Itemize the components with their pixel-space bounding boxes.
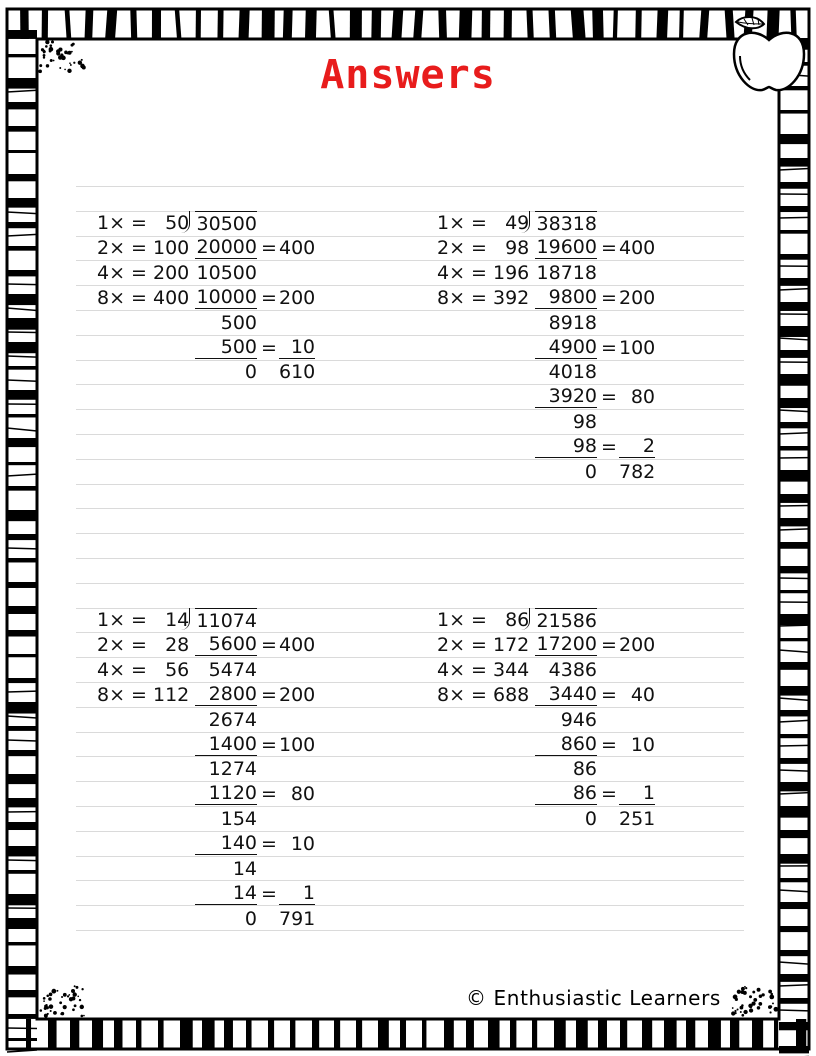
- remainder: 4386: [548, 658, 597, 681]
- equals-sign: =: [601, 236, 617, 259]
- equals-sign: =: [261, 336, 277, 359]
- partial-quotient: 400: [619, 236, 656, 259]
- subtracted-product: 3920: [535, 385, 597, 408]
- partial-quotient: 80: [630, 386, 655, 409]
- equals-sign: =: [601, 336, 617, 359]
- page-title: Answers: [320, 52, 496, 98]
- subtracted-product: 140: [195, 832, 257, 855]
- remainder: 4018: [548, 361, 597, 384]
- partial-quotient: 400: [279, 236, 316, 259]
- equals-sign: =: [261, 833, 277, 856]
- subtracted-product: 10000: [196, 285, 257, 308]
- equals-sign: =: [261, 882, 277, 905]
- multiple-row: 8× = 400: [97, 286, 190, 309]
- subtracted-product: 3440: [535, 683, 597, 706]
- subtracted-product: 860: [535, 733, 597, 756]
- partial-quotient: 200: [619, 633, 656, 656]
- subtracted-product: 2800: [195, 683, 257, 706]
- subtracted-product: 500: [195, 336, 257, 359]
- partial-quotient: 2: [619, 435, 655, 458]
- equals-sign: =: [601, 436, 617, 459]
- partial-quotient: 400: [279, 633, 316, 656]
- remainder: 2674: [208, 708, 257, 731]
- partial-quotient: 100: [279, 733, 316, 756]
- remainder: 1274: [208, 758, 257, 781]
- equals-sign: =: [261, 733, 277, 756]
- ruled-line: [76, 186, 744, 187]
- division-problem-2: [437, 211, 737, 611]
- multiple-row: 4× = 196: [437, 261, 530, 284]
- equals-sign: =: [261, 683, 277, 706]
- dividend: 11074: [196, 610, 257, 632]
- remainder: 18718: [536, 261, 597, 284]
- partial-quotient: 40: [630, 683, 655, 706]
- remainder: 0: [584, 808, 597, 831]
- equals-sign: =: [261, 236, 277, 259]
- partial-quotient: 10: [630, 733, 655, 756]
- subtracted-product: 19600: [536, 235, 597, 258]
- final-quotient: 251: [619, 808, 656, 831]
- apple-icon: [726, 10, 812, 96]
- division-problem-3: [97, 608, 397, 1008]
- multiple-row: 4× = 344: [437, 658, 530, 681]
- subtracted-product: 14: [195, 882, 257, 905]
- remainder: 8918: [548, 311, 597, 334]
- subtracted-product: 9800: [535, 286, 597, 309]
- partial-quotient: 200: [279, 286, 316, 309]
- multiple-row: 4× = 56: [97, 658, 190, 681]
- subtracted-product: 1400: [195, 733, 257, 756]
- remainder: 0: [244, 361, 257, 384]
- partial-quotient: 200: [279, 683, 316, 706]
- multiple-row: 2× = 172: [437, 633, 530, 656]
- equals-sign: =: [601, 386, 617, 409]
- equals-sign: =: [601, 683, 617, 706]
- multiple-row: 8× = 688: [437, 683, 530, 706]
- partial-quotient: 1: [279, 882, 315, 905]
- division-problem-4: [437, 608, 737, 1008]
- multiple-row: 2× = 28: [97, 633, 190, 656]
- subtracted-product: 98: [535, 435, 597, 458]
- subtracted-product: 4900: [535, 336, 597, 359]
- multiple-row: 2× = 100: [97, 236, 190, 259]
- partial-quotient: 100: [619, 336, 656, 359]
- partial-quotient: 10: [290, 833, 315, 856]
- remainder: 0: [244, 907, 257, 930]
- division-problem-1: [97, 211, 397, 611]
- equals-sign: =: [601, 783, 617, 806]
- partial-quotient: 1: [619, 782, 655, 805]
- multiple-row: 1× = 50: [97, 212, 190, 234]
- equals-sign: =: [261, 286, 277, 309]
- final-quotient: 791: [279, 907, 316, 930]
- dividend: 38318: [536, 213, 597, 235]
- remainder: 5474: [208, 658, 257, 681]
- remainder: 154: [220, 808, 257, 831]
- dividend: 30500: [196, 213, 257, 235]
- subtracted-product: 17200: [536, 632, 597, 655]
- multiple-row: 8× = 112: [97, 683, 190, 706]
- partial-quotient: 200: [619, 286, 656, 309]
- final-quotient: 782: [619, 461, 656, 483]
- subtracted-product: 5600: [195, 633, 257, 656]
- subtracted-product: 20000: [196, 235, 257, 258]
- remainder: 86: [572, 758, 597, 781]
- equals-sign: =: [601, 733, 617, 756]
- multiple-row: 1× = 14: [97, 609, 190, 631]
- multiple-row: 2× = 98: [437, 236, 530, 259]
- equals-sign: =: [261, 633, 277, 656]
- partial-quotient: 10: [279, 336, 315, 359]
- final-quotient: 610: [279, 361, 316, 384]
- remainder: 10500: [196, 261, 257, 284]
- equals-sign: =: [261, 783, 277, 806]
- remainder: 500: [220, 311, 257, 334]
- remainder: 0: [584, 461, 597, 483]
- multiple-row: 4× = 200: [97, 261, 190, 284]
- subtracted-product: 1120: [195, 782, 257, 805]
- equals-sign: =: [601, 633, 617, 656]
- copyright-notice: © Enthusiastic Learners: [466, 986, 721, 1010]
- partial-quotient: 80: [290, 783, 315, 806]
- subtracted-product: 86: [535, 782, 597, 805]
- remainder: 946: [560, 708, 597, 731]
- multiple-row: 1× = 49: [437, 212, 530, 234]
- remainder: 98: [572, 411, 597, 434]
- multiple-row: 8× = 392: [437, 286, 530, 309]
- multiple-row: 1× = 86: [437, 609, 530, 631]
- remainder: 14: [232, 858, 257, 880]
- equals-sign: =: [601, 286, 617, 309]
- dividend: 21586: [536, 610, 597, 632]
